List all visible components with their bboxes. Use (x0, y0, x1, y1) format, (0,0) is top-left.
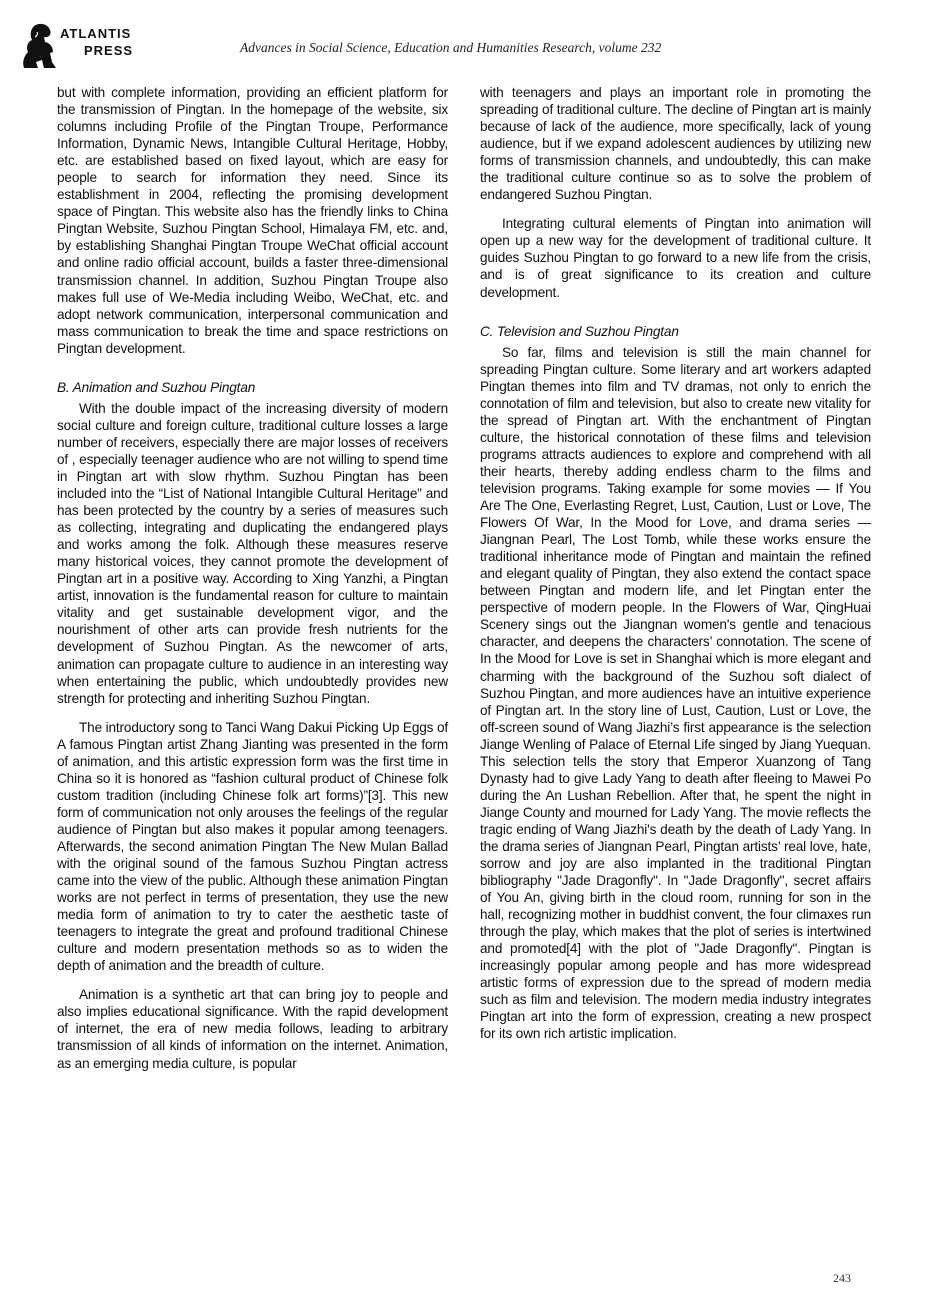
logo-text-press: PRESS (84, 43, 134, 58)
section-heading-b: B. Animation and Suzhou Pingtan (57, 379, 256, 395)
paragraph: Animation is a synthetic art that can bring joy to people and also implies educational significance. With the rapid development of internet, the era of new media follows, leading to arbitrary transmission of all kinds of information on the internet. Animation, as an emerging media culture, is popular (57, 987, 448, 1071)
paragraph: but with complete information, providing an efficient platform for the transmission of Pingtan. In the homepage of the website, six columns including Profile of the Pingtan Troupe, Performance Information, Dynamic News, Intangible Cultural Heritage, Hobby, etc. are established based on fixed layout, which are easy for people to search for information they need. Since its establishment in 2004, reflecting the promising development space of Pingtan. This website also has the friendly links to China Pingtan Website, Suzhou Pingtan School, Himalaya FM, etc. and, by establishing Shanghai Pingtan Troupe WeChat official account and online radio official account, builds a faster three-dimensional transmission channel. In addition, Suzhou Pingtan Troupe also makes full use of We-Media including Weibo, WeChat, etc. and adopt network communication, interpersonal communication and mass communication to break the time and space restrictions on Pingtan development. (57, 85, 448, 356)
paragraph: With the double impact of the increasing diversity of modern social culture and foreign culture, traditional culture losses a large number of receivers, especially there are major losses of receivers of , especially teenager audience who are not willing to spend time in Pingtan art with slow rhythm. Suzhou Pingtan has been included into the “List of National Intangible Cultural Heritage” and has been protected by the country by a series of measures such as collecting, integrating and duplicating the endangered plays and works among the folk. Although these measures reserve many historical voices, they cannot promote the development of Pingtan art in a positive way. According to Xing Yanzhi, a Pingtan artist, innovation is the fundamental reason for culture to maintain vitality and get sustainable development vigor, and the nourishment of other arts can provide fresh nutrients for the development of Suzhou Pingtan. As the newcomer of arts, animation can propagate culture to audience in an interesting way when entertaining the public, which undoubtedly provides new strength for protecting and inheriting Suzhou Pingtan. (57, 400, 448, 706)
section-heading-c: C. Television and Suzhou Pingtan (480, 323, 679, 339)
right-column (480, 84, 871, 1043)
atlantis-press-logo (20, 22, 140, 70)
page-number: 243 (833, 1271, 851, 1285)
running-head: Advances in Social Science, Education and Humanities Research, volume 232 (240, 40, 662, 55)
logo-text-atlantis: ATLANTIS (60, 26, 132, 41)
paragraph: Integrating cultural elements of Pingtan into animation will open up a new way for the development of traditional culture. It guides Suzhou Pingtan to go forward to a new life from the crisis, and is of great significance to its creation and culture development. (480, 216, 871, 300)
left-column (57, 84, 448, 1072)
paragraph: with teenagers and plays an important role in promoting the spreading of traditional culture. The decline of Pingtan art is mainly because of lack of the audience, more specifically, lack of young audience, but if we expand adolescent audiences by utilizing new forms of transmission channels, and undoubtedly, this can make the traditional culture continue so as to solve the problem of endangered Suzhou Pingtan. (480, 85, 871, 203)
paragraph: So far, films and television is still the main channel for spreading Pingtan culture. Some literary and art workers adapted Pingtan themes into film and TV dramas, not only to enrich the connotation of film and television, but also to create new vitality for the spread of Pingtan art. With the enchantment of Pingtan culture, the historical connotation of these films and television programs attracts audiences to explore and comprehend with all their hearts, thereby adding endless charm to the films and television programs. Taking example for some movies — If You Are The One, Everlasting Regret, Lust, Caution, Lust or Love, The Flowers Of War, In the Mood for Love, and drama series — Jiangnan Pearl, The Lost Tomb, while these works ensure the traditional inheritance mode of Pingtan and maintain the refined and elegant quality of Pingtan, they also extend the contact space between Pingtan and modern life, and let Pingtan enter the perspective of modern people. In the Flowers of War, QingHuai Scenery sings out the Jiangnan women's gentle and tenacious character, and deepens the characters’ connotation. The scene of In the Mood for Love is set in Shanghai which is more elegant and charming with the background of the Suzhou soft dialect of Suzhou Pingtan, and more audiences have an intuitive experience of Pingtan art. In the story line of Lust, Caution, Lust or Love, the off-screen sound of Wang Jiazhi’s first appearance is the selection Jiange Wenling of Palace of Eternal Life singed by Jiang Yuequan. This selection tells the story that Emperor Xuanzong of Tang Dynasty had to give Lady Yang to death after fleeing to Mawei Po during the An Lushan Rebellion. After that, he spent the night in Jiange County and mourned for Lady Yang. The movie reflects the tragic ending of Wang Jiazhi's death by the death of Lady Yang. In the drama series of Jiangnan Pearl, Pingtan artists’ real love, hate, sorrow and joy are also implanted in the traditional Pingtan bibliography "Jade Dragonfly". In "Jade Dragonfly", secret affairs of You An, giving birth in the cloud room, running for son in the hall, recognizing mother in buddhist convent, the four climaxes run through the play, which makes that the plot of series is intertwined and promoted[4] with the plot of "Jade Dragonfly". Pingtan is increasingly popular among people and has more widespread artistic forms of expression due to the spread of modern media such as film and television. The modern media industry integrates Pingtan art into the form of expression, creating a new prospect for its own rich artistic implication. (480, 344, 871, 1042)
thinker-logo-icon (20, 22, 60, 70)
paragraph: The introductory song to Tanci Wang Dakui Picking Up Eggs of A famous Pingtan artist Zhang Jianting was presented in the form of animation, and this artistic expression form was the first time in China so it is honored as “fashion cultural product of Chinese folk custom tradition (including Chinese folk art forms)”[3]. This new form of communication not only arouses the feelings of the regular audience of Pingtan but also makes it popular among teenagers. Afterwards, the second animation Pingtan The New Mulan Ballad with the original sound of the famous Suzhou Pingtan actress came into the view of the public. Although these animation Pingtan works are not perfect in terms of presentation, they use the new media form of animation to try to cater the aesthetic taste of teenagers to integrate the great and profound traditional Chinese culture and modern presentation methods so as to widen the depth of animation and the breadth of culture. (57, 719, 448, 974)
